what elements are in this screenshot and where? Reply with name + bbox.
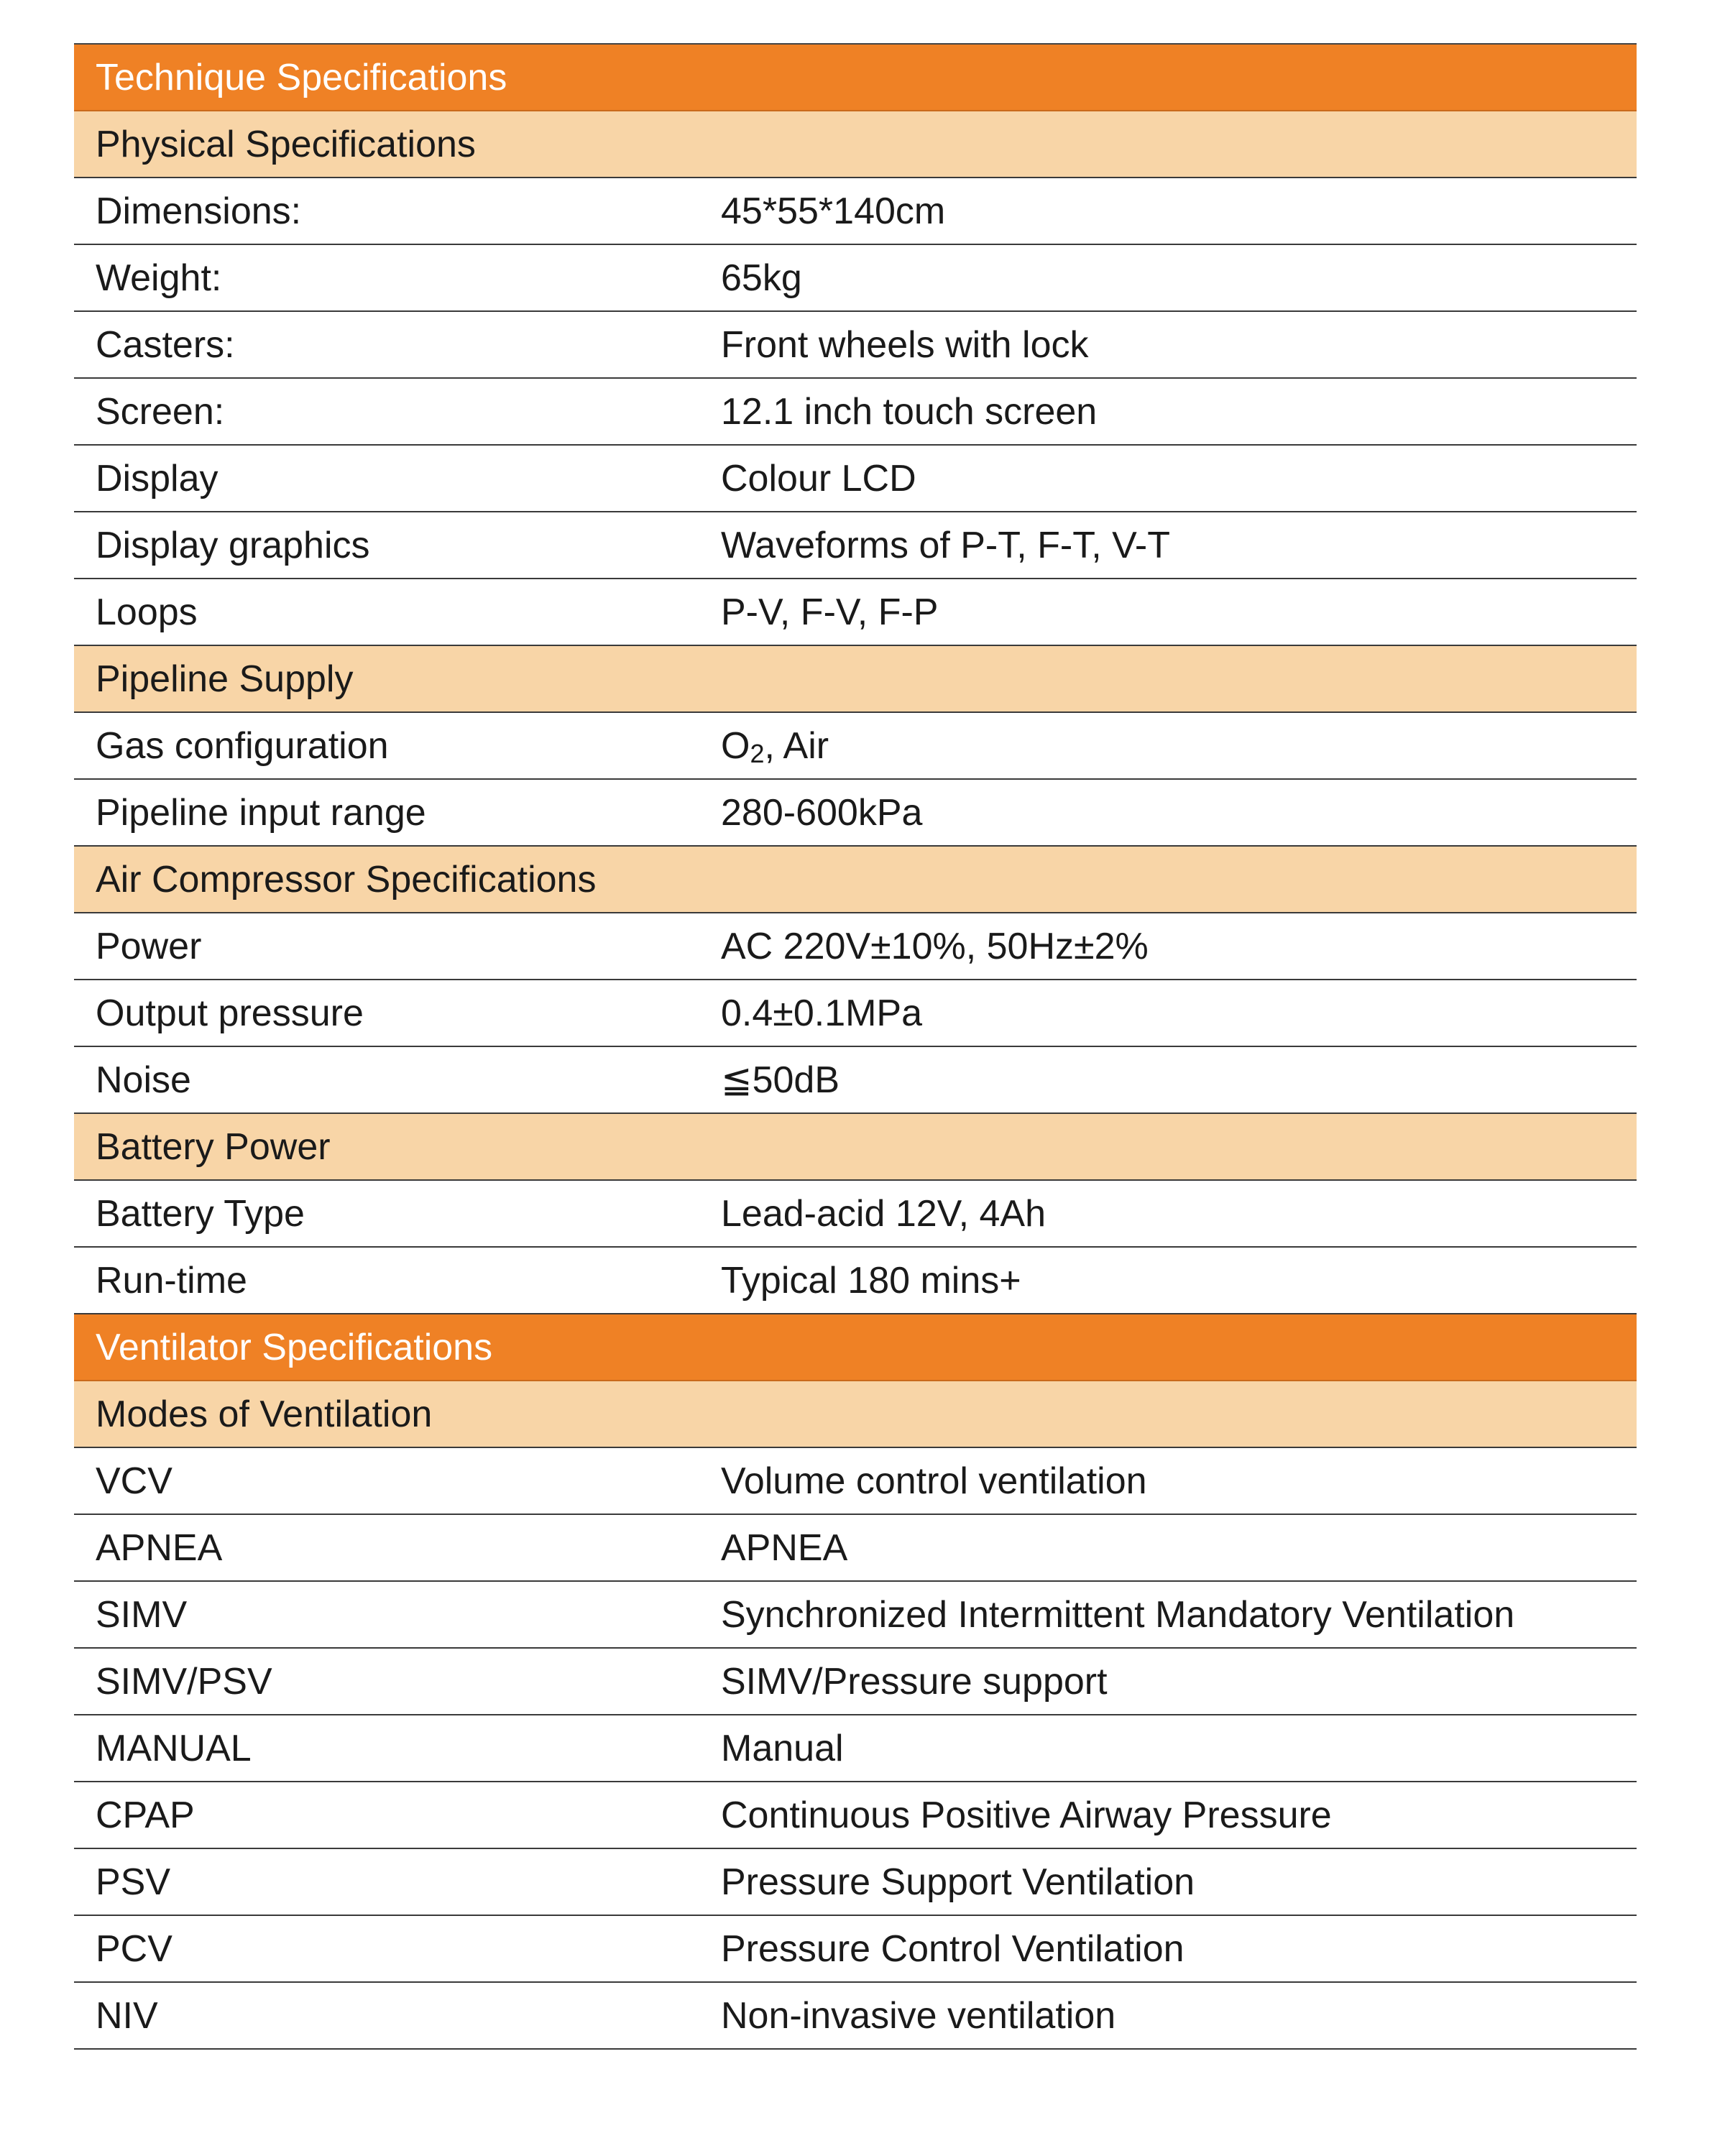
spec-label: NIV bbox=[96, 1995, 158, 2037]
spec-label: Pipeline input range bbox=[96, 792, 426, 834]
spec-row bbox=[74, 446, 1637, 512]
spec-value: Lead-acid 12V, 4Ah bbox=[721, 1193, 1046, 1235]
subsection-header bbox=[74, 1114, 1637, 1181]
spec-value: Front wheels with lock bbox=[721, 324, 1089, 366]
spec-row bbox=[74, 312, 1637, 379]
spec-value: 65kg bbox=[721, 257, 802, 299]
spec-row bbox=[74, 1983, 1637, 2050]
spec-value: 45*55*140cm bbox=[721, 190, 946, 232]
spec-row bbox=[74, 579, 1637, 646]
spec-label: Loops bbox=[96, 591, 198, 633]
section-header bbox=[74, 45, 1637, 111]
spec-value: Synchronized Intermittent Mandatory Ventilation bbox=[721, 1594, 1515, 1636]
spec-label: MANUAL bbox=[96, 1728, 252, 1769]
spec-row bbox=[74, 1916, 1637, 1983]
spec-row bbox=[74, 1849, 1637, 1916]
spec-value: ≦50dB bbox=[721, 1059, 840, 1101]
spec-value: P-V, F-V, F-P bbox=[721, 591, 939, 633]
spec-label: Battery Type bbox=[96, 1193, 305, 1235]
spec-label: VCV bbox=[96, 1460, 172, 1502]
spec-label: APNEA bbox=[96, 1527, 223, 1569]
spec-value: 280-600kPa bbox=[721, 792, 923, 834]
spec-label: Display bbox=[96, 458, 218, 499]
spec-value: Volume control ventilation bbox=[721, 1460, 1147, 1502]
spec-label: Dimensions: bbox=[96, 190, 302, 232]
subsection-title: Pipeline Supply bbox=[96, 658, 354, 700]
spec-label: Display graphics bbox=[96, 525, 370, 566]
spec-table bbox=[74, 43, 1637, 2050]
spec-row bbox=[74, 1448, 1637, 1515]
spec-row bbox=[74, 245, 1637, 312]
subsection-title: Modes of Ventilation bbox=[96, 1393, 433, 1435]
spec-label: Power bbox=[96, 926, 202, 967]
subsection-header bbox=[74, 847, 1637, 913]
spec-value: 12.1 inch touch screen bbox=[721, 391, 1098, 433]
spec-value: 0.4±0.1MPa bbox=[721, 992, 923, 1034]
spec-label: Noise bbox=[96, 1059, 191, 1101]
spec-row bbox=[74, 512, 1637, 579]
subsection-title: Physical Specifications bbox=[96, 124, 476, 165]
spec-value: Waveforms of P-T, F-T, V-T bbox=[721, 525, 1171, 566]
spec-label: Gas configuration bbox=[96, 725, 389, 767]
spec-row bbox=[74, 980, 1637, 1047]
spec-value: Pressure Support Ventilation bbox=[721, 1861, 1195, 1903]
spec-label: Output pressure bbox=[96, 992, 364, 1034]
spec-value: Typical 180 mins+ bbox=[721, 1260, 1021, 1302]
spec-value: Manual bbox=[721, 1728, 844, 1769]
spec-label: Run-time bbox=[96, 1260, 247, 1302]
section-header bbox=[74, 1314, 1637, 1381]
spec-label: PSV bbox=[96, 1861, 171, 1903]
spec-value: Pressure Control Ventilation bbox=[721, 1928, 1184, 1970]
spec-value: SIMV/Pressure support bbox=[721, 1661, 1108, 1703]
spec-label: PCV bbox=[96, 1928, 172, 1970]
spec-row bbox=[74, 379, 1637, 446]
spec-value-part: , Air bbox=[764, 725, 829, 767]
spec-label: Weight: bbox=[96, 257, 222, 299]
spec-row bbox=[74, 780, 1637, 847]
spec-value: AC 220V±10%, 50Hz±2% bbox=[721, 926, 1149, 967]
spec-row bbox=[74, 1782, 1637, 1849]
spec-row bbox=[74, 1649, 1637, 1715]
subsection-header bbox=[74, 1381, 1637, 1448]
spec-row bbox=[74, 713, 1637, 780]
spec-label: Casters: bbox=[96, 324, 235, 366]
spec-row bbox=[74, 178, 1637, 245]
spec-label: SIMV/PSV bbox=[96, 1661, 272, 1703]
spec-value-subscript: 2 bbox=[750, 739, 765, 768]
spec-label: CPAP bbox=[96, 1795, 195, 1836]
section-title: Ventilator Specifications bbox=[96, 1327, 493, 1368]
spec-row bbox=[74, 1047, 1637, 1114]
spec-value: Continuous Positive Airway Pressure bbox=[721, 1795, 1332, 1836]
spec-row bbox=[74, 913, 1637, 980]
spec-row bbox=[74, 1715, 1637, 1782]
spec-row bbox=[74, 1181, 1637, 1248]
spec-value: Non-invasive ventilation bbox=[721, 1995, 1116, 2037]
spec-value: Colour LCD bbox=[721, 458, 916, 499]
subsection-header bbox=[74, 111, 1637, 178]
spec-label: SIMV bbox=[96, 1594, 188, 1636]
spec-value bbox=[721, 713, 829, 780]
section-title: Technique Specifications bbox=[96, 57, 507, 98]
spec-value: APNEA bbox=[721, 1527, 848, 1569]
spec-row bbox=[74, 1582, 1637, 1649]
spec-row bbox=[74, 1515, 1637, 1582]
spec-label: Screen: bbox=[96, 391, 225, 433]
subsection-header bbox=[74, 646, 1637, 713]
subsection-title: Air Compressor Specifications bbox=[96, 859, 597, 900]
spec-row bbox=[74, 1248, 1637, 1314]
spec-value-part: O bbox=[721, 725, 750, 767]
subsection-title: Battery Power bbox=[96, 1126, 331, 1168]
